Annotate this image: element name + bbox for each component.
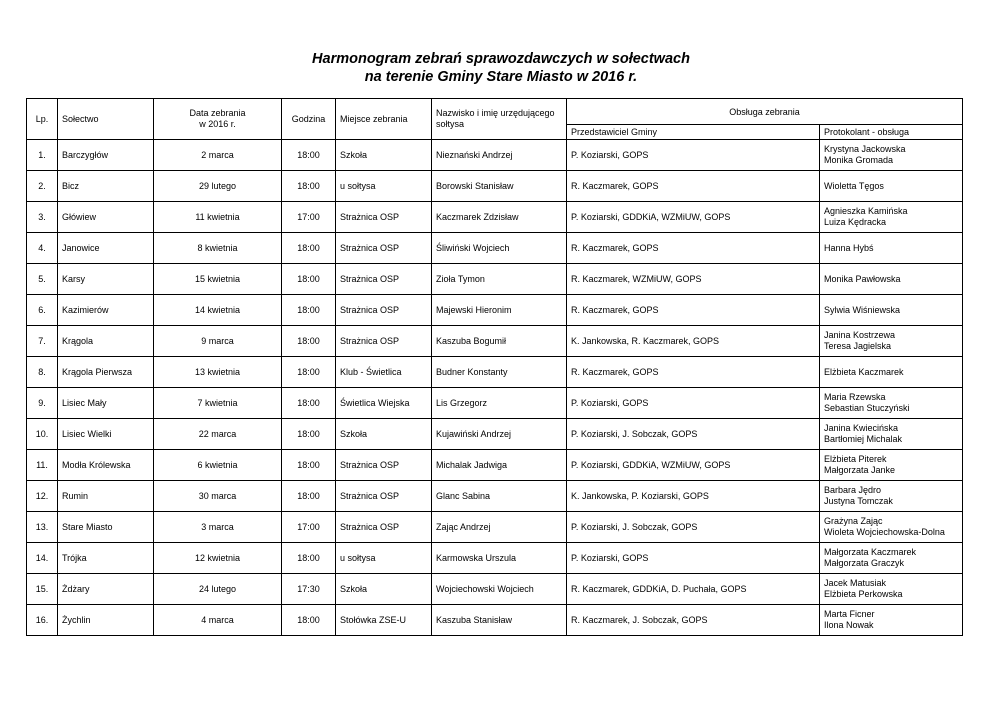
cell-soltys: Nieznański Andrzej [432, 140, 567, 171]
document-title [0, 50, 992, 86]
cell-solectwo: Krągola [58, 326, 154, 357]
cell-data: 22 marca [154, 419, 282, 450]
title-line-2: na terenie Gminy Stare Miasto w 2016 r. [364, 69, 638, 85]
protokolant-name: Elżbieta Piterek [824, 454, 887, 464]
cell-soltys: Kaszuba Bogumił [432, 326, 567, 357]
cell-miejsce: Strażnica OSP [336, 295, 432, 326]
cell-godzina: 17:00 [282, 202, 336, 233]
cell-solectwo: Trójka [58, 543, 154, 574]
cell-miejsce: Strażnica OSP [336, 481, 432, 512]
cell-godzina: 18:00 [282, 171, 336, 202]
cell-soltys: Kaszuba Stanisław [432, 605, 567, 636]
table-row [27, 233, 963, 264]
protokolant-name: Justyna Tomczak [824, 496, 893, 506]
cell-solectwo: Barczygłów [58, 140, 154, 171]
cell-solectwo: Krągola Pierwsza [58, 357, 154, 388]
cell-godzina: 18:00 [282, 419, 336, 450]
protokolant-name: Hanna Hybś [824, 242, 874, 253]
cell-miejsce: u sołtysa [336, 543, 432, 574]
protokolant-name: Janina Kwiecińska [824, 423, 899, 433]
cell-lp: 1. [27, 140, 58, 171]
table-row [27, 171, 963, 202]
cell-soltys: Glanc Sabina [432, 481, 567, 512]
cell-godzina: 18:00 [282, 543, 336, 574]
protokolant-name: Elżbieta Perkowska [824, 589, 903, 599]
cell-solectwo: Kazimierów [58, 295, 154, 326]
cell-data: 13 kwietnia [154, 357, 282, 388]
cell-miejsce: Strażnica OSP [336, 326, 432, 357]
protokolant-name: Maria Rzewska [824, 392, 886, 402]
cell-soltys: Michalak Jadwiga [432, 450, 567, 481]
cell-lp: 5. [27, 264, 58, 295]
cell-przedstawiciel: P. Koziarski, J. Sobczak, GOPS [567, 512, 820, 543]
cell-protokolant [820, 512, 963, 543]
cell-lp: 3. [27, 202, 58, 233]
cell-solectwo: Stare Miasto [58, 512, 154, 543]
cell-miejsce: Szkoła [336, 419, 432, 450]
cell-soltys: Karmowska Urszula [432, 543, 567, 574]
protokolant-name: Wioletta Tęgos [824, 180, 884, 191]
cell-protokolant [820, 605, 963, 636]
protokolant-name: Małgorzata Janke [824, 465, 896, 475]
protokolant-name: Krystyna Jackowska [824, 144, 906, 154]
cell-lp: 4. [27, 233, 58, 264]
header-data-line-2: w 2016 r. [199, 119, 236, 129]
cell-miejsce: Szkoła [336, 140, 432, 171]
cell-data: 8 kwietnia [154, 233, 282, 264]
cell-lp: 6. [27, 295, 58, 326]
cell-solectwo: Lisiec Mały [58, 388, 154, 419]
header-soltys-line-2: sołtysa [436, 119, 465, 129]
cell-protokolant [820, 171, 963, 202]
protokolant-name: Ilona Nowak [824, 620, 874, 630]
cell-protokolant [820, 233, 963, 264]
cell-solectwo: Żychlin [58, 605, 154, 636]
protokolant-name: Jacek Matusiak [824, 578, 887, 588]
protokolant-name: Monika Pawłowska [824, 273, 901, 284]
header-data-line-1: Data zebrania [189, 108, 246, 118]
cell-lp: 13. [27, 512, 58, 543]
cell-przedstawiciel: R. Kaczmarek, GOPS [567, 233, 820, 264]
protokolant-name: Monika Gromada [824, 155, 894, 165]
cell-solectwo: Modła Królewska [58, 450, 154, 481]
cell-lp: 10. [27, 419, 58, 450]
cell-data: 4 marca [154, 605, 282, 636]
cell-miejsce: Stołówka ZSE-U [336, 605, 432, 636]
cell-przedstawiciel: R. Kaczmarek, GOPS [567, 295, 820, 326]
cell-soltys: Śliwiński Wojciech [432, 233, 567, 264]
title-line-1: Harmonogram zebrań sprawozdawczych w sołectwach [312, 51, 690, 67]
cell-godzina: 18:00 [282, 388, 336, 419]
table-row [27, 264, 963, 295]
protokolant-name: Sylwia Wiśniewska [824, 304, 901, 315]
protokolant-name: Agnieszka Kamińska [824, 206, 908, 216]
header-lp: Lp. [27, 99, 58, 140]
cell-przedstawiciel: P. Koziarski, J. Sobczak, GOPS [567, 419, 820, 450]
protokolant-name: Bartłomiej Michalak [824, 434, 903, 444]
cell-data: 24 lutego [154, 574, 282, 605]
table-row [27, 295, 963, 326]
table-row [27, 481, 963, 512]
cell-przedstawiciel: P. Koziarski, GDDKiA, WZMiUW, GOPS [567, 202, 820, 233]
protokolant-name: Sebastian Stuczyński [824, 403, 910, 413]
cell-protokolant [820, 450, 963, 481]
cell-solectwo: Karsy [58, 264, 154, 295]
cell-przedstawiciel: P. Koziarski, GOPS [567, 388, 820, 419]
table-row [27, 326, 963, 357]
cell-miejsce: Strażnica OSP [336, 450, 432, 481]
protokolant-name: Elżbieta Kaczmarek [824, 366, 904, 377]
cell-lp: 11. [27, 450, 58, 481]
protokolant-name: Grażyna Zając [824, 516, 883, 526]
cell-data: 15 kwietnia [154, 264, 282, 295]
cell-miejsce: Klub - Świetlica [336, 357, 432, 388]
table-row [27, 202, 963, 233]
cell-godzina: 18:00 [282, 481, 336, 512]
cell-przedstawiciel: R. Kaczmarek, GOPS [567, 357, 820, 388]
cell-lp: 16. [27, 605, 58, 636]
cell-miejsce: Strażnica OSP [336, 512, 432, 543]
cell-data: 9 marca [154, 326, 282, 357]
header-row [27, 99, 963, 125]
cell-solectwo: Janowice [58, 233, 154, 264]
cell-przedstawiciel: K. Jankowska, P. Koziarski, GOPS [567, 481, 820, 512]
cell-data: 12 kwietnia [154, 543, 282, 574]
cell-protokolant [820, 140, 963, 171]
cell-miejsce: Strażnica OSP [336, 233, 432, 264]
header-soltys-line-1: Nazwisko i imię urzędującego [436, 108, 555, 118]
cell-przedstawiciel: R. Kaczmarek, J. Sobczak, GOPS [567, 605, 820, 636]
cell-godzina: 18:00 [282, 233, 336, 264]
cell-przedstawiciel: R. Kaczmarek, GOPS [567, 171, 820, 202]
cell-soltys: Kujawiński Andrzej [432, 419, 567, 450]
cell-protokolant [820, 543, 963, 574]
header-data [154, 99, 282, 140]
cell-godzina: 18:00 [282, 357, 336, 388]
cell-miejsce: Strażnica OSP [336, 202, 432, 233]
cell-godzina: 18:00 [282, 140, 336, 171]
cell-data: 29 lutego [154, 171, 282, 202]
cell-przedstawiciel: P. Koziarski, GOPS [567, 140, 820, 171]
table-row [27, 419, 963, 450]
cell-soltys: Kaczmarek Zdzisław [432, 202, 567, 233]
cell-data: 3 marca [154, 512, 282, 543]
protokolant-name: Wioleta Wojciechowska-Dolna [824, 527, 945, 537]
header-przedstawiciel: Przedstawiciel Gminy [567, 125, 820, 140]
cell-solectwo: Główiew [58, 202, 154, 233]
header-solectwo: Sołectwo [58, 99, 154, 140]
table-row [27, 357, 963, 388]
cell-przedstawiciel: R. Kaczmarek, WZMiUW, GOPS [567, 264, 820, 295]
cell-data: 30 marca [154, 481, 282, 512]
cell-godzina: 18:00 [282, 295, 336, 326]
cell-solectwo: Żdżary [58, 574, 154, 605]
cell-godzina: 18:00 [282, 264, 336, 295]
table-row [27, 388, 963, 419]
header-soltys [432, 99, 567, 140]
cell-lp: 2. [27, 171, 58, 202]
cell-miejsce: Szkoła [336, 574, 432, 605]
cell-lp: 15. [27, 574, 58, 605]
cell-godzina: 18:00 [282, 326, 336, 357]
cell-protokolant [820, 326, 963, 357]
cell-przedstawiciel: P. Koziarski, GDDKiA, WZMiUW, GOPS [567, 450, 820, 481]
cell-protokolant [820, 574, 963, 605]
protokolant-name: Marta Ficner [824, 609, 875, 619]
cell-miejsce: Strażnica OSP [336, 264, 432, 295]
cell-soltys: Wojciechowski Wojciech [432, 574, 567, 605]
cell-data: 7 kwietnia [154, 388, 282, 419]
cell-protokolant [820, 481, 963, 512]
cell-godzina: 17:30 [282, 574, 336, 605]
protokolant-name: Luiza Kędracka [824, 217, 887, 227]
cell-lp: 12. [27, 481, 58, 512]
header-protokolant: Protokolant - obsługa [820, 125, 963, 140]
protokolant-name: Janina Kostrzewa [824, 330, 896, 340]
header-miejsce: Miejsce zebrania [336, 99, 432, 140]
cell-soltys: Budner Konstanty [432, 357, 567, 388]
cell-protokolant [820, 419, 963, 450]
cell-solectwo: Rumin [58, 481, 154, 512]
table-body [27, 140, 963, 636]
table-row [27, 140, 963, 171]
table-row [27, 512, 963, 543]
table-row [27, 574, 963, 605]
protokolant-name: Małgorzata Kaczmarek [824, 547, 917, 557]
cell-data: 11 kwietnia [154, 202, 282, 233]
cell-lp: 8. [27, 357, 58, 388]
cell-protokolant [820, 295, 963, 326]
cell-solectwo: Lisiec Wielki [58, 419, 154, 450]
cell-soltys: Borowski Stanisław [432, 171, 567, 202]
cell-miejsce: u sołtysa [336, 171, 432, 202]
protokolant-name: Teresa Jagielska [824, 341, 892, 351]
cell-solectwo: Bicz [58, 171, 154, 202]
cell-przedstawiciel: P. Koziarski, GOPS [567, 543, 820, 574]
header-godzina: Godzina [282, 99, 336, 140]
cell-przedstawiciel: R. Kaczmarek, GDDKiA, D. Puchała, GOPS [567, 574, 820, 605]
protokolant-name: Małgorzata Graczyk [824, 558, 905, 568]
cell-godzina: 17:00 [282, 512, 336, 543]
header-obsluga: Obsługa zebrania [567, 99, 963, 125]
cell-data: 2 marca [154, 140, 282, 171]
cell-protokolant [820, 388, 963, 419]
protokolant-name: Barbara Jędro [824, 485, 882, 495]
cell-soltys: Majewski Hieronim [432, 295, 567, 326]
cell-soltys: Lis Grzegorz [432, 388, 567, 419]
cell-lp: 9. [27, 388, 58, 419]
table-row [27, 543, 963, 574]
schedule-table [26, 98, 963, 636]
cell-lp: 7. [27, 326, 58, 357]
table-row [27, 605, 963, 636]
cell-protokolant [820, 264, 963, 295]
cell-soltys: Zając Andrzej [432, 512, 567, 543]
cell-soltys: Zioła Tymon [432, 264, 567, 295]
cell-protokolant [820, 357, 963, 388]
cell-godzina: 18:00 [282, 605, 336, 636]
cell-godzina: 18:00 [282, 450, 336, 481]
cell-data: 6 kwietnia [154, 450, 282, 481]
table-row [27, 450, 963, 481]
cell-protokolant [820, 202, 963, 233]
cell-miejsce: Świetlica Wiejska [336, 388, 432, 419]
cell-lp: 14. [27, 543, 58, 574]
cell-przedstawiciel: K. Jankowska, R. Kaczmarek, GOPS [567, 326, 820, 357]
cell-data: 14 kwietnia [154, 295, 282, 326]
